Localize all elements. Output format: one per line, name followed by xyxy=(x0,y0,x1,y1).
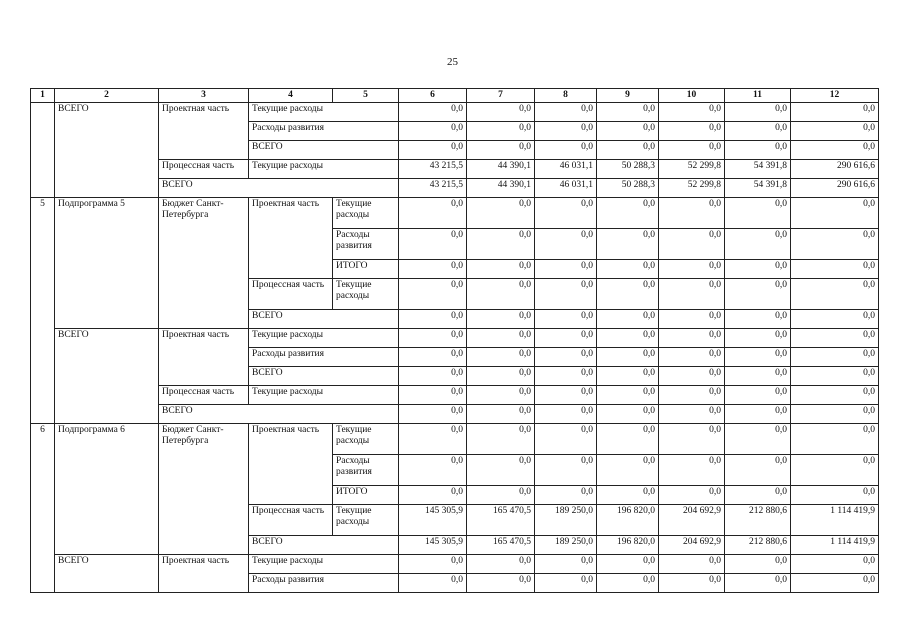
value-cell: 0,0 xyxy=(535,279,597,310)
value-cell: 165 470,5 xyxy=(467,536,535,555)
value-cell: 0,0 xyxy=(467,574,535,593)
value-cell: 0,0 xyxy=(659,424,725,455)
expense-type-cell: Текущие расходы xyxy=(249,103,399,122)
value-cell: 0,0 xyxy=(725,141,791,160)
header-cell: 6 xyxy=(399,89,467,103)
value-cell: 0,0 xyxy=(791,367,879,386)
expense-type-cell: Текущие расходы xyxy=(249,386,399,405)
expense-type-cell: Текущие расходы xyxy=(333,505,399,536)
value-cell: 165 470,5 xyxy=(467,505,535,536)
value-cell: 0,0 xyxy=(659,574,725,593)
expense-type-cell: ВСЕГО xyxy=(249,141,399,160)
value-cell: 0,0 xyxy=(791,455,879,486)
value-cell: 0,0 xyxy=(467,386,535,405)
value-cell: 212 880,6 xyxy=(725,536,791,555)
value-cell: 50 288,3 xyxy=(597,179,659,198)
value-cell: 0,0 xyxy=(725,260,791,279)
value-cell: 0,0 xyxy=(791,198,879,229)
expense-type-cell: Расходы развития xyxy=(249,348,399,367)
value-cell: 0,0 xyxy=(467,279,535,310)
value-cell: 0,0 xyxy=(399,310,467,329)
expense-type-cell: Текущие расходы xyxy=(333,279,399,310)
value-cell: 0,0 xyxy=(597,279,659,310)
value-cell: 0,0 xyxy=(791,229,879,260)
value-cell: 0,0 xyxy=(467,486,535,505)
value-cell: 1 114 419,9 xyxy=(791,505,879,536)
value-cell: 0,0 xyxy=(725,486,791,505)
value-cell: 0,0 xyxy=(535,229,597,260)
part-cell: Проектная часть xyxy=(249,198,333,279)
value-cell: 0,0 xyxy=(467,329,535,348)
value-cell: 44 390,1 xyxy=(467,179,535,198)
value-cell: 204 692,9 xyxy=(659,505,725,536)
value-cell: 189 250,0 xyxy=(535,505,597,536)
source-cell: Процессная часть xyxy=(159,386,249,405)
value-cell: 196 820,0 xyxy=(597,536,659,555)
value-cell: 212 880,6 xyxy=(725,505,791,536)
expense-type-cell: ИТОГО xyxy=(333,260,399,279)
value-cell: 0,0 xyxy=(467,198,535,229)
value-cell: 0,0 xyxy=(659,229,725,260)
value-cell: 0,0 xyxy=(725,555,791,574)
header-cell: 5 xyxy=(333,89,399,103)
value-cell: 0,0 xyxy=(659,348,725,367)
value-cell: 290 616,6 xyxy=(791,160,879,179)
value-cell: 0,0 xyxy=(597,367,659,386)
source-cell: Бюджет Санкт-Петербурга xyxy=(159,198,249,329)
value-cell: 145 305,9 xyxy=(399,536,467,555)
value-cell: 46 031,1 xyxy=(535,160,597,179)
source-cell: Бюджет Санкт-Петербурга xyxy=(159,424,249,555)
program-cell: ВСЕГО xyxy=(55,329,159,424)
table-row xyxy=(31,555,879,574)
value-cell: 0,0 xyxy=(535,386,597,405)
value-cell: 0,0 xyxy=(659,486,725,505)
value-cell: 0,0 xyxy=(659,310,725,329)
value-cell: 0,0 xyxy=(597,103,659,122)
header-cell: 7 xyxy=(467,89,535,103)
total-label-cell: ВСЕГО xyxy=(159,179,399,198)
value-cell: 0,0 xyxy=(399,329,467,348)
value-cell: 0,0 xyxy=(791,329,879,348)
value-cell: 0,0 xyxy=(659,455,725,486)
value-cell: 204 692,9 xyxy=(659,536,725,555)
header-row xyxy=(31,89,879,103)
source-cell: Проектная часть xyxy=(159,329,249,386)
value-cell: 0,0 xyxy=(597,198,659,229)
table-row xyxy=(31,160,879,179)
total-label-cell: ВСЕГО xyxy=(249,536,399,555)
value-cell: 0,0 xyxy=(725,229,791,260)
value-cell: 0,0 xyxy=(467,367,535,386)
header-cell: 10 xyxy=(659,89,725,103)
value-cell: 0,0 xyxy=(725,455,791,486)
value-cell: 290 616,6 xyxy=(791,179,879,198)
program-cell: Подпрограмма 5 xyxy=(55,198,159,329)
table-row xyxy=(31,198,879,229)
value-cell: 52 299,8 xyxy=(659,179,725,198)
expense-type-cell: Текущие расходы xyxy=(249,160,399,179)
value-cell: 0,0 xyxy=(467,310,535,329)
table-row xyxy=(31,424,879,455)
value-cell: 0,0 xyxy=(535,310,597,329)
header-cell: 1 xyxy=(31,89,55,103)
row-number-cell xyxy=(31,103,55,198)
value-cell: 0,0 xyxy=(791,574,879,593)
value-cell: 0,0 xyxy=(399,424,467,455)
total-label-cell: ВСЕГО xyxy=(249,310,399,329)
value-cell: 0,0 xyxy=(659,279,725,310)
value-cell: 0,0 xyxy=(597,574,659,593)
value-cell: 0,0 xyxy=(791,348,879,367)
source-cell: Процессная часть xyxy=(159,160,249,179)
expense-type-cell: ИТОГО xyxy=(333,486,399,505)
value-cell: 0,0 xyxy=(597,260,659,279)
value-cell: 0,0 xyxy=(725,103,791,122)
value-cell: 0,0 xyxy=(725,198,791,229)
value-cell: 0,0 xyxy=(725,405,791,424)
program-cell: ВСЕГО xyxy=(55,555,159,593)
value-cell: 0,0 xyxy=(535,198,597,229)
value-cell: 0,0 xyxy=(659,141,725,160)
value-cell: 0,0 xyxy=(535,574,597,593)
value-cell: 0,0 xyxy=(791,405,879,424)
value-cell: 0,0 xyxy=(467,424,535,455)
value-cell: 0,0 xyxy=(791,424,879,455)
source-cell: Проектная часть xyxy=(159,103,249,160)
value-cell: 0,0 xyxy=(791,260,879,279)
value-cell: 0,0 xyxy=(725,574,791,593)
part-cell: Процессная часть xyxy=(249,505,333,536)
source-cell: Проектная часть xyxy=(159,555,249,593)
value-cell: 0,0 xyxy=(659,555,725,574)
header-cell: 4 xyxy=(249,89,333,103)
value-cell: 0,0 xyxy=(597,555,659,574)
value-cell: 0,0 xyxy=(467,348,535,367)
value-cell: 0,0 xyxy=(725,310,791,329)
table-row xyxy=(31,179,879,198)
value-cell: 0,0 xyxy=(535,141,597,160)
value-cell: 0,0 xyxy=(535,367,597,386)
expense-type-cell: ВСЕГО xyxy=(249,367,399,386)
value-cell: 0,0 xyxy=(791,141,879,160)
value-cell: 0,0 xyxy=(535,329,597,348)
value-cell: 0,0 xyxy=(597,386,659,405)
value-cell: 0,0 xyxy=(467,122,535,141)
value-cell: 0,0 xyxy=(535,348,597,367)
value-cell: 0,0 xyxy=(399,260,467,279)
row-number-cell: 5 xyxy=(31,198,55,424)
value-cell: 0,0 xyxy=(725,386,791,405)
value-cell: 0,0 xyxy=(399,279,467,310)
value-cell: 0,0 xyxy=(399,405,467,424)
part-cell: Процессная часть xyxy=(249,279,333,310)
value-cell: 189 250,0 xyxy=(535,536,597,555)
value-cell: 0,0 xyxy=(399,103,467,122)
value-cell: 0,0 xyxy=(467,103,535,122)
table-row xyxy=(31,103,879,122)
value-cell: 0,0 xyxy=(399,486,467,505)
row-number-cell: 6 xyxy=(31,424,55,593)
value-cell: 0,0 xyxy=(597,348,659,367)
value-cell: 0,0 xyxy=(791,122,879,141)
header-cell: 12 xyxy=(791,89,879,103)
value-cell: 0,0 xyxy=(399,122,467,141)
value-cell: 52 299,8 xyxy=(659,160,725,179)
value-cell: 0,0 xyxy=(791,103,879,122)
value-cell: 196 820,0 xyxy=(597,505,659,536)
value-cell: 0,0 xyxy=(659,198,725,229)
value-cell: 0,0 xyxy=(597,486,659,505)
value-cell: 0,0 xyxy=(659,405,725,424)
expense-type-cell: Текущие расходы xyxy=(333,424,399,455)
value-cell: 0,0 xyxy=(597,405,659,424)
value-cell: 0,0 xyxy=(535,455,597,486)
value-cell: 0,0 xyxy=(399,141,467,160)
value-cell: 145 305,9 xyxy=(399,505,467,536)
value-cell: 0,0 xyxy=(399,229,467,260)
value-cell: 0,0 xyxy=(399,455,467,486)
expense-type-cell: Текущие расходы xyxy=(249,329,399,348)
expense-type-cell: Расходы развития xyxy=(333,455,399,486)
value-cell: 0,0 xyxy=(659,329,725,348)
value-cell: 0,0 xyxy=(791,279,879,310)
value-cell: 43 215,5 xyxy=(399,160,467,179)
value-cell: 0,0 xyxy=(791,486,879,505)
table-row xyxy=(31,405,879,424)
expense-type-cell: Расходы развития xyxy=(249,574,399,593)
header-cell: 8 xyxy=(535,89,597,103)
value-cell: 0,0 xyxy=(597,329,659,348)
program-cell: Подпрограмма 6 xyxy=(55,424,159,555)
value-cell: 0,0 xyxy=(725,348,791,367)
value-cell: 0,0 xyxy=(535,103,597,122)
value-cell: 0,0 xyxy=(597,229,659,260)
value-cell: 0,0 xyxy=(467,455,535,486)
header-cell: 3 xyxy=(159,89,249,103)
value-cell: 0,0 xyxy=(597,122,659,141)
value-cell: 0,0 xyxy=(725,279,791,310)
table-row xyxy=(31,329,879,348)
value-cell: 0,0 xyxy=(659,386,725,405)
value-cell: 54 391,8 xyxy=(725,179,791,198)
value-cell: 0,0 xyxy=(535,260,597,279)
value-cell: 0,0 xyxy=(535,424,597,455)
value-cell: 0,0 xyxy=(659,367,725,386)
value-cell: 0,0 xyxy=(467,229,535,260)
value-cell: 0,0 xyxy=(725,367,791,386)
value-cell: 43 215,5 xyxy=(399,179,467,198)
value-cell: 50 288,3 xyxy=(597,160,659,179)
value-cell: 46 031,1 xyxy=(535,179,597,198)
budget-table xyxy=(30,88,879,593)
value-cell: 0,0 xyxy=(791,555,879,574)
value-cell: 0,0 xyxy=(659,103,725,122)
value-cell: 0,0 xyxy=(399,348,467,367)
expense-type-cell: Текущие расходы xyxy=(333,198,399,229)
value-cell: 44 390,1 xyxy=(467,160,535,179)
value-cell: 0,0 xyxy=(659,260,725,279)
value-cell: 0,0 xyxy=(659,122,725,141)
expense-type-cell: Расходы развития xyxy=(249,122,399,141)
value-cell: 0,0 xyxy=(535,555,597,574)
header-cell: 9 xyxy=(597,89,659,103)
expense-type-cell: Текущие расходы xyxy=(249,555,399,574)
value-cell: 54 391,8 xyxy=(725,160,791,179)
value-cell: 0,0 xyxy=(467,555,535,574)
part-cell: Проектная часть xyxy=(249,424,333,505)
value-cell: 1 114 419,9 xyxy=(791,536,879,555)
header-cell: 11 xyxy=(725,89,791,103)
value-cell: 0,0 xyxy=(399,555,467,574)
value-cell: 0,0 xyxy=(399,574,467,593)
value-cell: 0,0 xyxy=(467,141,535,160)
value-cell: 0,0 xyxy=(791,310,879,329)
value-cell: 0,0 xyxy=(725,122,791,141)
value-cell: 0,0 xyxy=(791,386,879,405)
value-cell: 0,0 xyxy=(399,386,467,405)
header-cell: 2 xyxy=(55,89,159,103)
value-cell: 0,0 xyxy=(597,310,659,329)
expense-type-cell: Расходы развития xyxy=(333,229,399,260)
table-row xyxy=(31,386,879,405)
value-cell: 0,0 xyxy=(597,141,659,160)
program-cell: ВСЕГО xyxy=(55,103,159,198)
value-cell: 0,0 xyxy=(399,367,467,386)
value-cell: 0,0 xyxy=(535,405,597,424)
value-cell: 0,0 xyxy=(535,122,597,141)
value-cell: 0,0 xyxy=(399,198,467,229)
value-cell: 0,0 xyxy=(597,455,659,486)
value-cell: 0,0 xyxy=(467,260,535,279)
page-number: 25 xyxy=(447,56,458,68)
value-cell: 0,0 xyxy=(535,486,597,505)
value-cell: 0,0 xyxy=(725,424,791,455)
value-cell: 0,0 xyxy=(725,329,791,348)
total-label-cell: ВСЕГО xyxy=(159,405,399,424)
value-cell: 0,0 xyxy=(467,405,535,424)
value-cell: 0,0 xyxy=(597,424,659,455)
